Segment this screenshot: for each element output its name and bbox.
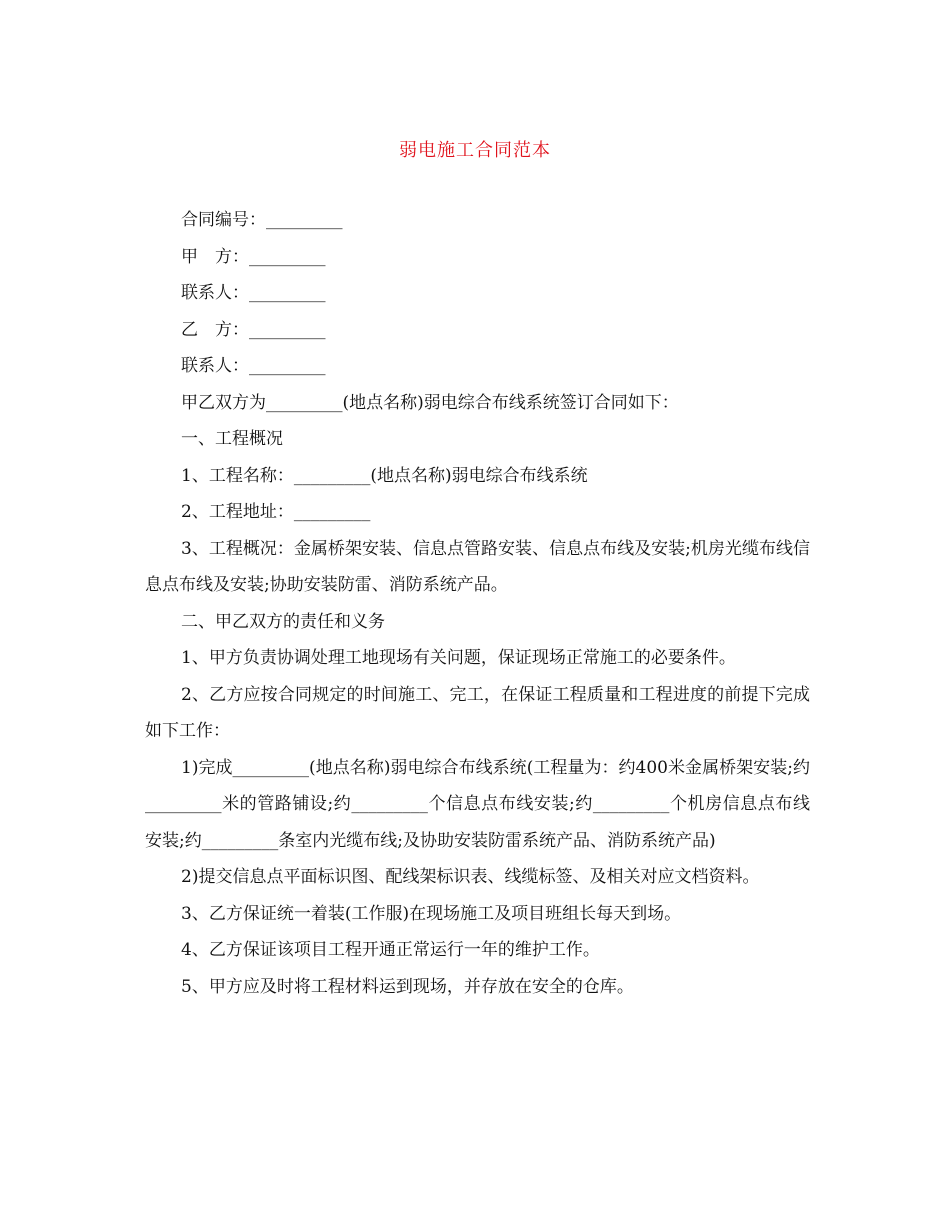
- section-heading-overview: 一、工程概况: [181, 429, 283, 449]
- document-body: [145, 202, 810, 1005]
- work-item-1: 1)完成_________(地点名称)弱电综合布线系统(工程量为：约400米金属桥架安装;约_________米的管路铺设;约_________个信息点布线安装;约_________个机房信息点布线安装;约_________条室内光缆布线;及协助安装防雷系统产品、消防系统产品): [145, 757, 810, 851]
- project-name-line: 1、工程名称：_________(地点名称)弱电综合布线系统: [181, 465, 588, 486]
- responsibility-item-3: 3、乙方保证统一着装(工作服)在现场施工及项目班组长每天到场。: [181, 903, 682, 924]
- party-a-line: 甲 方：_________: [181, 246, 326, 267]
- party-a-contact-line: 联系人：_________: [181, 283, 326, 303]
- responsibility-item-5: 5、甲方应及时将工程材料运到现场，并存放在安全的仓库。: [181, 976, 634, 997]
- responsibility-item-2: 2、乙方应按合同规定的时间施工、完工，在保证工程质量和工程进度的前提下完成如下工作：: [145, 684, 810, 741]
- contract-number-line: 合同编号：_________: [181, 210, 343, 230]
- party-b-contact-line: 联系人：_________: [181, 356, 326, 376]
- party-b-line: 乙 方：_________: [181, 319, 326, 340]
- responsibility-item-4: 4、乙方保证该项目工程开通正常运行一年的维护工作。: [181, 940, 600, 960]
- responsibility-item-1: 1、甲方负责协调处理工地现场有关问题，保证现场正常施工的必要条件。: [181, 648, 736, 668]
- project-address-line: 2、工程地址：_________: [181, 502, 371, 522]
- agreement-intro: 甲乙双方为_________(地点名称)弱电综合布线系统签订合同如下：: [181, 392, 679, 413]
- section-heading-responsibilities: 二、甲乙双方的责任和义务: [181, 611, 385, 632]
- work-item-2: 2)提交信息点平面标识图、配线架标识表、线缆标签、及相关对应文档资料。: [181, 867, 760, 887]
- document-title: 弱电施工合同范本: [399, 140, 551, 161]
- project-overview-paragraph: 3、工程概况：金属桥架安装、信息点管路安装、信息点布线及安装;机房光缆布线信息点布线及安装;协助安装防雷、消防系统产品。: [145, 538, 810, 595]
